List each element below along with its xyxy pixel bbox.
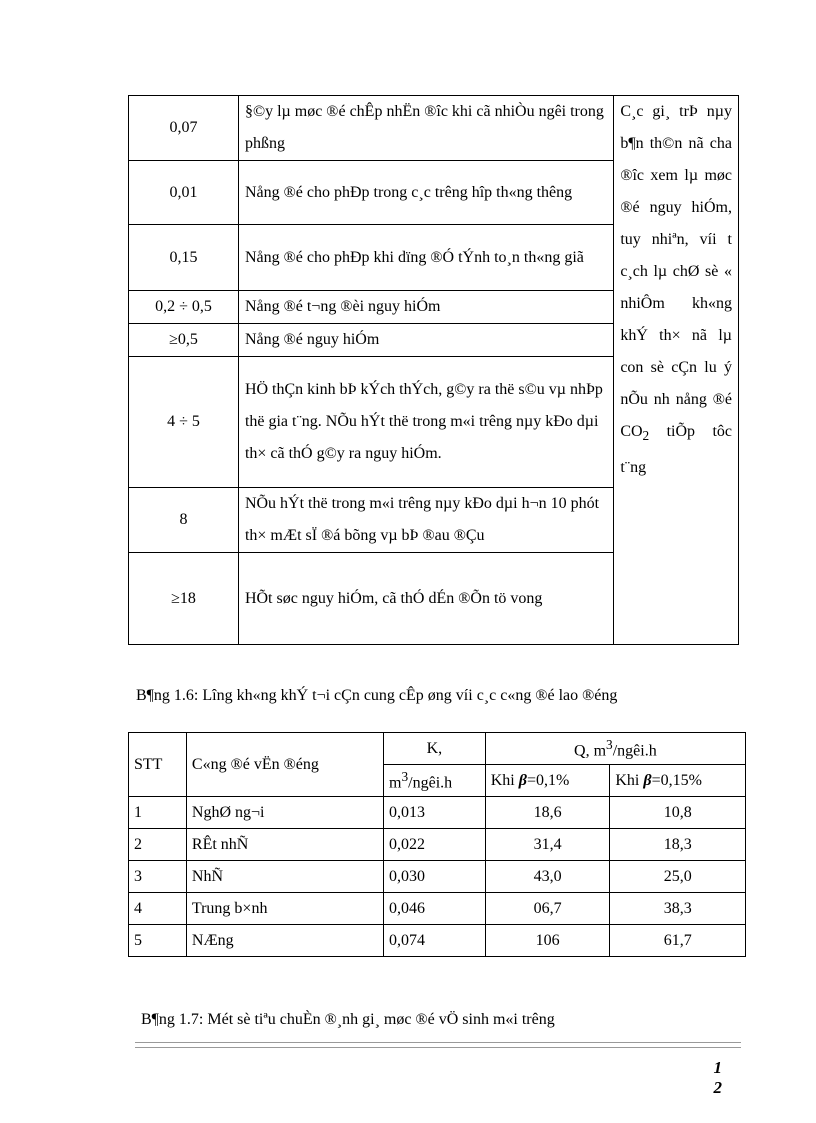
table-cell: 0,046 xyxy=(384,893,486,925)
table-cell: 2 xyxy=(129,829,187,861)
table-cell: 31,4 xyxy=(485,829,610,861)
table-cell: 0,013 xyxy=(384,797,486,829)
table-cell-desc: HÕt søc nguy hiÓm, cã thÓ dÉn ®Õn tö vong xyxy=(238,553,613,645)
table-cell-value: ≥18 xyxy=(129,553,239,645)
table-cell: 25,0 xyxy=(610,861,746,893)
table-cell-value: 0,2 ÷ 0,5 xyxy=(129,291,239,324)
table-cell: NhÑ xyxy=(186,861,383,893)
table-cell: 106 xyxy=(485,925,610,957)
table-cell: NÆng xyxy=(186,925,383,957)
co2-table xyxy=(128,95,739,645)
table-cell-value: 8 xyxy=(129,488,239,553)
table-cell: 0,030 xyxy=(384,861,486,893)
table-cell-desc: Nång ®é t¬ng ®èi nguy hiÓm xyxy=(238,291,613,324)
table-cell-desc: Nång ®é cho phÐp trong c¸c trêng hîp th«ng thêng xyxy=(238,161,613,225)
table-cell: 10,8 xyxy=(610,797,746,829)
table-cell: 43,0 xyxy=(485,861,610,893)
table-cell-desc: Nång ®é cho phÐp khi dïng ®Ó tÝnh to¸n th«ng giã xyxy=(238,225,613,291)
table-cell-value: 0,01 xyxy=(129,161,239,225)
table-cell: NghØ ng¬i xyxy=(186,797,383,829)
table-cell: 0,074 xyxy=(384,925,486,957)
table-caption-1-7: B¶ng 1.7: Mét sè tiªu chuÈn ®¸nh gi¸ møc ®é vÖ sinh m«i trêng xyxy=(141,1011,555,1028)
table-cell-value: ≥0,5 xyxy=(129,324,239,357)
header-stt: STT xyxy=(129,733,187,797)
table-cell-desc: NÕu hÝt thë trong m«i trêng nµy kÐo dµi h¬n 10 phót th× mÆt sÏ ®á bõng vµ bÞ ®au ®Çu xyxy=(238,488,613,553)
table-cell-desc: §©y lµ møc ®é chÊp nhËn ®îc khi cã nhiÒu ngêi trong phßng xyxy=(238,96,613,161)
header-k-unit: $m^3/ngêi.h$ xyxy=(384,765,486,797)
table-cell-value: 0,15 xyxy=(129,225,239,291)
header-q2: Khi β=0,15% xyxy=(610,765,746,797)
header-q: Q, $m^3/ngêi.h$ xyxy=(485,733,745,765)
table-cell: RÊt nhÑ xyxy=(186,829,383,861)
header-q1: Khi β=0,1% xyxy=(485,765,610,797)
table-cell: 4 xyxy=(129,893,187,925)
table-cell: 61,7 xyxy=(610,925,746,957)
header-work: C«ng ®é vËn ®éng xyxy=(186,733,383,797)
table-cell: 1 xyxy=(129,797,187,829)
table-cell: 5 xyxy=(129,925,187,957)
page-number-line-2: 2 xyxy=(713,1078,722,1097)
header-k: K, xyxy=(384,733,486,765)
table-cell-value: 0,07 xyxy=(129,96,239,161)
table-cell-value: 4 ÷ 5 xyxy=(129,357,239,488)
table-note-cell xyxy=(614,96,739,645)
table-cell-desc: HÖ thÇn kinh bÞ kÝch thÝch, g©y ra thë s©u vµ nhÞp thë gia t¨ng. NÕu hÝt thë trong m«i trêng nµy kÐo dµi th× cã thÓ g©y ra nguy hiÓm. xyxy=(238,357,613,488)
table-cell: 3 xyxy=(129,861,187,893)
table-cell: 0,022 xyxy=(384,829,486,861)
table-cell: 38,3 xyxy=(610,893,746,925)
table-caption-1-6: B¶ng 1.6: Lîng kh«ng khÝ t¬i cÇn cung cÊp øng víi c¸c c«ng ®é lao ®éng xyxy=(136,687,618,704)
table-cell: 18,6 xyxy=(485,797,610,829)
note-text-a: C¸c gi¸ trÞ nµy b¶n th©n nã cha ®îc xem lµ møc ®é nguy hiÓm, tuy nhiªn, víi t c¸ch lµ chØ sè « nhiÔm kh«ng khÝ th× nã lµ con sè cÇn lu ý nÕu nh nång ®é $CO_2$ tiÕp tôc t¨ng xyxy=(620,103,732,477)
table-cell: Trung b×nh xyxy=(186,893,383,925)
table-cell: 06,7 xyxy=(485,893,610,925)
page-number-line-1: 1 xyxy=(713,1058,722,1077)
table-cell: 18,3 xyxy=(610,829,746,861)
table-cell-desc: Nång ®é nguy hiÓm xyxy=(238,324,613,357)
footer-rule xyxy=(135,1042,741,1048)
fresh-air-table xyxy=(128,732,746,957)
